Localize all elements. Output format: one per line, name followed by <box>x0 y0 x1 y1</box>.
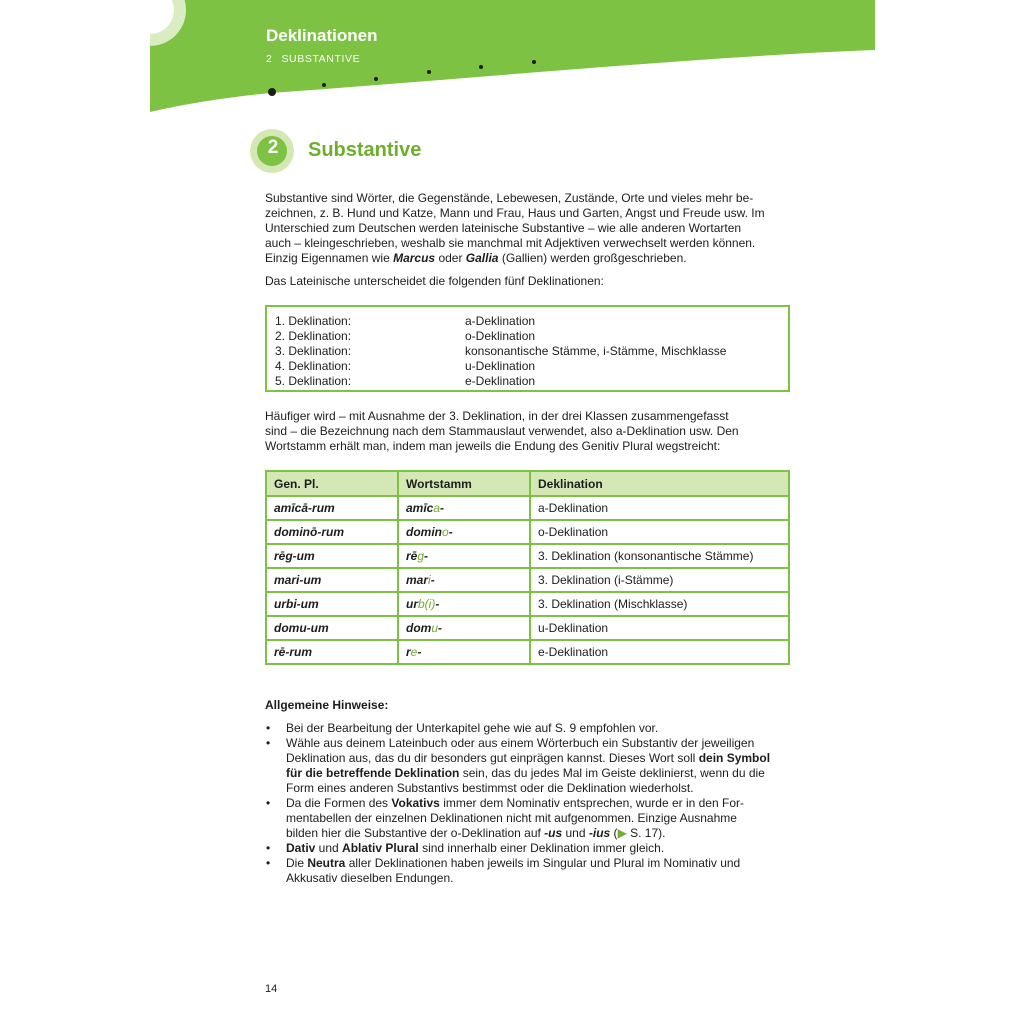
declension-cell: 3. Deklination (i-Stämme) <box>530 568 789 592</box>
stem-paragraph <box>265 409 795 454</box>
intro-line: auch – kleingeschrieben, weshalb sie manchmal mit Adjektiven verwechselt werden können. <box>265 236 756 250</box>
gen-pl-cell: rē-rum <box>266 640 398 664</box>
declension-cell: e-Deklination <box>530 640 789 664</box>
stem-cell: mari- <box>398 568 530 592</box>
bullet-icon: • <box>266 796 271 810</box>
header-chapter-name: SUBSTANTIVE <box>281 53 361 65</box>
gen-pl-cell: urbi-um <box>266 592 398 616</box>
stem-cell: rēg- <box>398 544 530 568</box>
intro-line: Einzig Eigennamen wie Marcus oder Gallia (Gallien) werden großgeschrieben. <box>265 251 687 265</box>
stem-line: Häufiger wird – mit Ausnahme der 3. Deklination, in der drei Klassen zusammengefasst <box>265 409 729 423</box>
header-subtitle <box>266 53 360 65</box>
five-declensions-intro: Das Lateinische unterscheidet die folgenden fünf Deklinationen: <box>265 274 604 288</box>
stem-table <box>265 470 790 665</box>
arrow-right-icon: ▶ <box>617 826 627 840</box>
list-item: • Da die Formen des Vokativs immer dem Nominativ entsprechen, wurde er in den For- mentabellen der einzelnen Deklinationen nicht mit aufgenommen. Einzige Ausnahme bilden hier die Substantive der o-Deklination auf -us und -ius (▶ S. 17). <box>266 796 744 840</box>
list-item: • Bei der Bearbeitung der Unterkapitel gehe wie auf S. 9 empfohlen vor. <box>266 721 659 735</box>
table-header-cell: Gen. Pl. <box>266 471 398 496</box>
declension-cell: 3. Deklination (Mischklasse) <box>530 592 789 616</box>
list-item: • Die Neutra aller Deklinationen haben jeweils im Singular und Plural im Nominativ und Akkusativ dieselben Endungen. <box>266 856 741 885</box>
hints-list <box>265 721 795 886</box>
section-number: 2 <box>267 137 279 158</box>
declension-cell: a-Deklination <box>530 496 789 520</box>
table-header-cell: Wortstamm <box>398 471 530 496</box>
header-banner <box>150 0 875 115</box>
header-chapter-num: 2 <box>266 53 273 65</box>
dot-icon <box>268 88 276 96</box>
gen-pl-cell: amīcā-rum <box>266 496 398 520</box>
table-row <box>266 520 789 544</box>
gen-pl-cell: dominō-rum <box>266 520 398 544</box>
list-item: • Wähle aus deinem Lateinbuch oder aus einem Wörterbuch ein Substantiv der jeweiligen Deklination aus, das du dir besonders gut einprägen kannst. Dieses Wort soll dein Symbol für die betreffende Deklination sein, das du jedes Mal im Geiste deklinierst, wenn du die Form eines anderen Substantivs bestimmst oder die Deklination wiederholst. <box>266 736 771 795</box>
gen-pl-cell: mari-um <box>266 568 398 592</box>
gen-pl-cell: rēg-um <box>266 544 398 568</box>
section-title: Substantive <box>308 139 422 161</box>
stem-cell: domu- <box>398 616 530 640</box>
table-row <box>266 496 789 520</box>
declension-row: 1. Deklination: a-Deklination <box>275 314 536 328</box>
hints-title: Allgemeine Hinweise: <box>265 698 389 712</box>
table-row <box>266 640 789 664</box>
page <box>150 0 875 1024</box>
gen-pl-cell: domu-um <box>266 616 398 640</box>
declension-cell: o-Deklination <box>530 520 789 544</box>
declension-overview-box <box>265 305 790 392</box>
intro-paragraph <box>265 191 795 266</box>
table-row <box>266 544 789 568</box>
table-row <box>266 616 789 640</box>
bullet-icon: • <box>266 841 271 855</box>
table-header-cell: Deklination <box>530 471 789 496</box>
declension-row: 3. Deklination: konsonantische Stämme, i-Stämme, Mischklasse <box>275 344 727 358</box>
declension-cell: u-Deklination <box>530 616 789 640</box>
stem-cell: re- <box>398 640 530 664</box>
bullet-icon: • <box>266 856 271 870</box>
header-title: Deklinationen <box>266 26 378 45</box>
declension-row: 5. Deklination: e-Deklination <box>275 374 536 388</box>
stem-cell: urb(i)- <box>398 592 530 616</box>
bullet-icon: • <box>266 736 271 750</box>
intro-line: zeichnen, z. B. Hund und Katze, Mann und Frau, Haus und Garten, Angst und Freude usw. Im <box>265 206 765 220</box>
declension-row: 4. Deklination: u-Deklination <box>275 359 536 373</box>
table-header-row <box>266 471 789 496</box>
stem-line: sind – die Bezeichnung nach dem Stammauslaut verwendet, also a-Deklination usw. Den <box>265 424 739 438</box>
declension-row: 2. Deklination: o-Deklination <box>275 329 536 343</box>
page-number: 14 <box>265 983 278 995</box>
stem-line: Wortstamm erhält man, indem man jeweils die Endung des Genitiv Plural wegstreicht: <box>265 439 721 453</box>
table-row <box>266 568 789 592</box>
table-row <box>266 592 789 616</box>
list-item: • Dativ und Ablativ Plural sind innerhalb einer Deklination immer gleich. <box>266 841 665 855</box>
declension-cell: 3. Deklination (konsonantische Stämme) <box>530 544 789 568</box>
stem-cell: amīca- <box>398 496 530 520</box>
bullet-icon: • <box>266 721 271 735</box>
intro-line: Unterschied zum Deutschen werden lateinische Substantive – wie alle anderen Wortarten <box>265 221 742 235</box>
stem-cell: domino- <box>398 520 530 544</box>
intro-line: Substantive sind Wörter, die Gegenstände, Lebewesen, Zustände, Orte und vieles mehr be- <box>265 191 754 205</box>
